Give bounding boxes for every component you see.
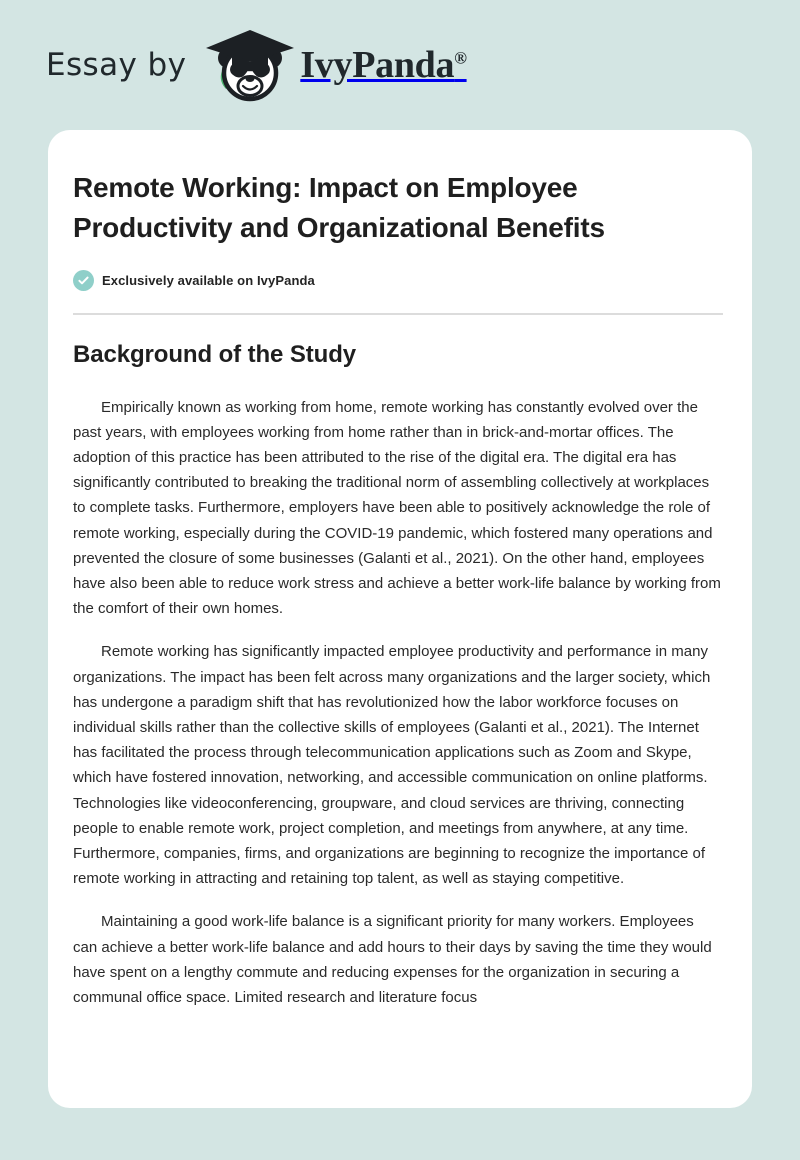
- header-divider: [73, 313, 723, 315]
- section-heading: Background of the Study: [73, 340, 357, 368]
- brand-name-text: IvyPanda: [300, 44, 455, 86]
- page-title: Remote Working: Impact on Employee Productivity and Organizational Benefits: [73, 172, 605, 243]
- body-paragraph: Maintaining a good work-life balance is a significant priority for many workers. Employees can achieve a better work-life balance and add hours to their days by saving the time they would have spent on a lengthy commute and reducing expenses for the organization in securing a communal office space. Limited research and literature focus: [73, 913, 712, 1006]
- essay-by-label: Essay by: [46, 47, 187, 83]
- ivypanda-logo[interactable]: [202, 26, 466, 104]
- document-card: [48, 130, 752, 1108]
- status-badge-label: Exclusively available on IvyPanda: [102, 272, 315, 288]
- brand-wordmark: [300, 43, 466, 87]
- body-paragraph: Remote working has significantly impacted employee productivity and performance in many organizations. The impact has been felt across many organizations and the larger society, which has undergone a paradigm shift that has revolutionized how the labor workforce focuses on individual skills rather than the collective skills of employees (Galanti et al., 2021). The Internet has facilitated the process through telecommunication applications such as Zoom and Skype, which have fostered innovation, networking, and accessible communication on online platforms. Technologies like videoconferencing, groupware, and cloud services are thriving, connecting people to enable remote work, project completion, and meetings from anywhere, at any time. Furthermore, companies, firms, and organizations are beginning to recognize the importance of remote working in attracting and retaining top talent, as well as staying competitive.: [73, 643, 711, 888]
- status-badge: [73, 270, 722, 291]
- body-paragraph: Empirically known as working from home, remote working has constantly evolved over the past years, with employees working from home rather than in brick-and-mortar offices. The adoption of this practice has been attributed to the rise of the digital era. The digital era has significantly contributed to breaking the traditional norm of assembling collectively at workplaces to complete tasks. Furthermore, employers have been able to positively acknowledge the role of remote working, especially during the COVID-19 pandemic, which fostered many operations and prevented the closure of some businesses (Galanti et al., 2021). On the other hand, employees have also been able to reduce work stress and achieve a better work-life balance by working from the comfort of their own homes.: [73, 398, 721, 618]
- document-content: [48, 130, 752, 1010]
- page-header: [0, 0, 800, 130]
- registered-trademark-mark: ®: [454, 48, 467, 68]
- check-circle-icon: [73, 270, 94, 291]
- panda-graduation-cap-icon: [202, 26, 298, 104]
